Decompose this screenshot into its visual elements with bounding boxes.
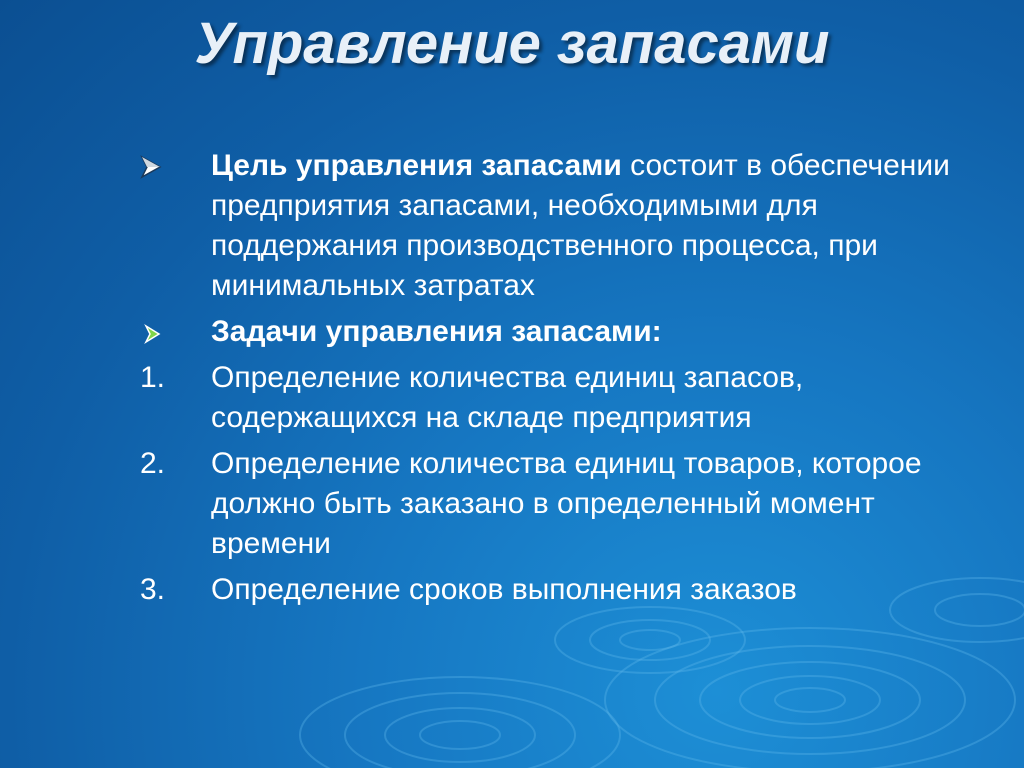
task-2-text: Определение количества единиц товаров, которое должно быть заказано в определенный момент времени: [211, 447, 922, 560]
tasks-heading: Задачи управления запасами:: [211, 315, 662, 348]
goal-heading: Цель управления запасами: [211, 149, 622, 182]
list-number: 3.: [140, 573, 166, 606]
task-1-text: Определение количества единиц запасов, содержащихся на складе предприятия: [211, 361, 804, 434]
list-item-goal: [140, 146, 1000, 306]
list-number: 2.: [140, 447, 166, 480]
goal-text: состоит в обеспечении предприятия запасами, необходимыми для поддержания производственного процесса, при минимальных затратах: [211, 149, 950, 302]
slide-title: Управление запасами: [194, 11, 830, 76]
arrow-bullet-icon: [140, 146, 200, 179]
small-arrow-bullet-icon: [140, 312, 200, 345]
list-item-task-1: [140, 358, 1000, 438]
list-item-task-2: [140, 444, 1000, 564]
slide-content: [140, 146, 1000, 616]
list-item-task-3: [140, 570, 1000, 610]
list-number: 1.: [140, 361, 166, 394]
task-3-text: Определение сроков выполнения заказов: [211, 573, 797, 606]
list-item-tasks-heading: [140, 312, 1000, 352]
